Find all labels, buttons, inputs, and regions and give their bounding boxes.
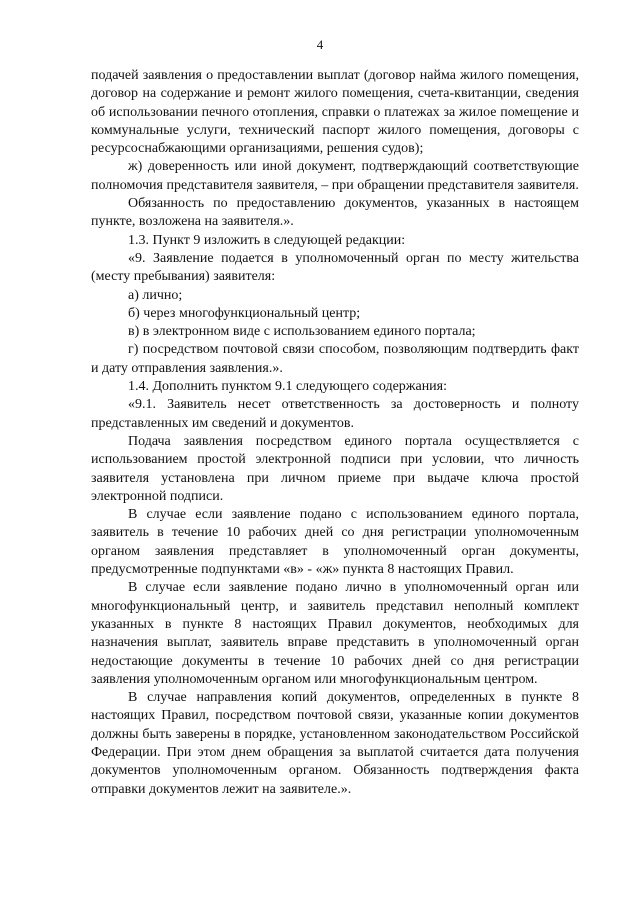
paragraph: 1.4. Дополнить пунктом 9.1 следующего содержания: [128, 379, 448, 395]
paragraph: ж) доверенность или иной документ, подтверждающий соответствующие полномочия представителя заявителя, – при обращении представителя заявителя. [91, 159, 579, 193]
page-number: 4 [316, 37, 324, 52]
paragraph: 1.3. Пункт 9 изложить в следующей редакции: [128, 232, 406, 248]
paragraph: Обязанность по предоставлению документов, указанных в настоящем пункте, возложена на заявителя.». [91, 196, 579, 230]
paragraph: г) посредством почтовой связи способом, позволяющим подтвердить факт и дату отправления заявления.». [91, 342, 579, 376]
paragraph: Подача заявления посредством единого портала осуществляется с использованием простой электронной подписи при условии, что личность заявителя установлена при личном приеме при выдаче ключа простой электронной подписи. [91, 433, 579, 504]
paragraph: В случае если заявление подано лично в уполномоченный орган или многофункциональный центр, и заявитель представил неполный комплект указанных в пункте 8 настоящих Правил документов, необходимых для назначения выплат, заявитель вправе представить в уполномоченный орган недостающие документы в течение 10 рабочих дней со дня регистрации заявления уполномоченным органом или многофункциональным центром. [91, 580, 579, 687]
paragraph: б) через многофункциональный центр; [128, 305, 361, 321]
paragraph: В случае направления копий документов, определенных в пункте 8 настоящих Правил, посредством почтовой связи, указанные копии документов должны быть заверены в порядке, установленном законодательством Российской Федерации. При этом днем обращения за выплатой считается дата получения документов уполномоченным органом. Обязанность подтверждения факта отправки документов лежит на заявителе.». [91, 690, 579, 797]
paragraph: В случае если заявление подано с использованием единого портала, заявитель в течение 10 рабочих дней со дня регистрации уполномоченным органом заявления представляет в уполномоченный орган документы, предусмотренные подпунктами «в» - «ж» пункта 8 настоящих Правил. [91, 507, 579, 578]
paragraph: в) в электронном виде с использованием единого портала; [128, 324, 476, 340]
paragraph: «9. Заявление подается в уполномоченный орган по месту жительства (месту пребывания) заявителя: [91, 250, 579, 285]
paragraph: подачей заявления о предоставлении выплат (договор найма жилого помещения, договор на содержание и ремонт жилого помещения, счета-квитанции, сведения об использовании печного отопления, справки о платежах за жилое помещение и коммунальные услуги, технический паспорт жилого помещения, договоры с ресурсоснабжающими организациями, решения судов); [91, 68, 579, 157]
document-body [91, 67, 579, 799]
paragraph: «9.1. Заявитель несет ответственность за достоверность и полноту представленных им сведений и документов. [91, 397, 579, 431]
paragraph: а) лично; [128, 287, 183, 303]
